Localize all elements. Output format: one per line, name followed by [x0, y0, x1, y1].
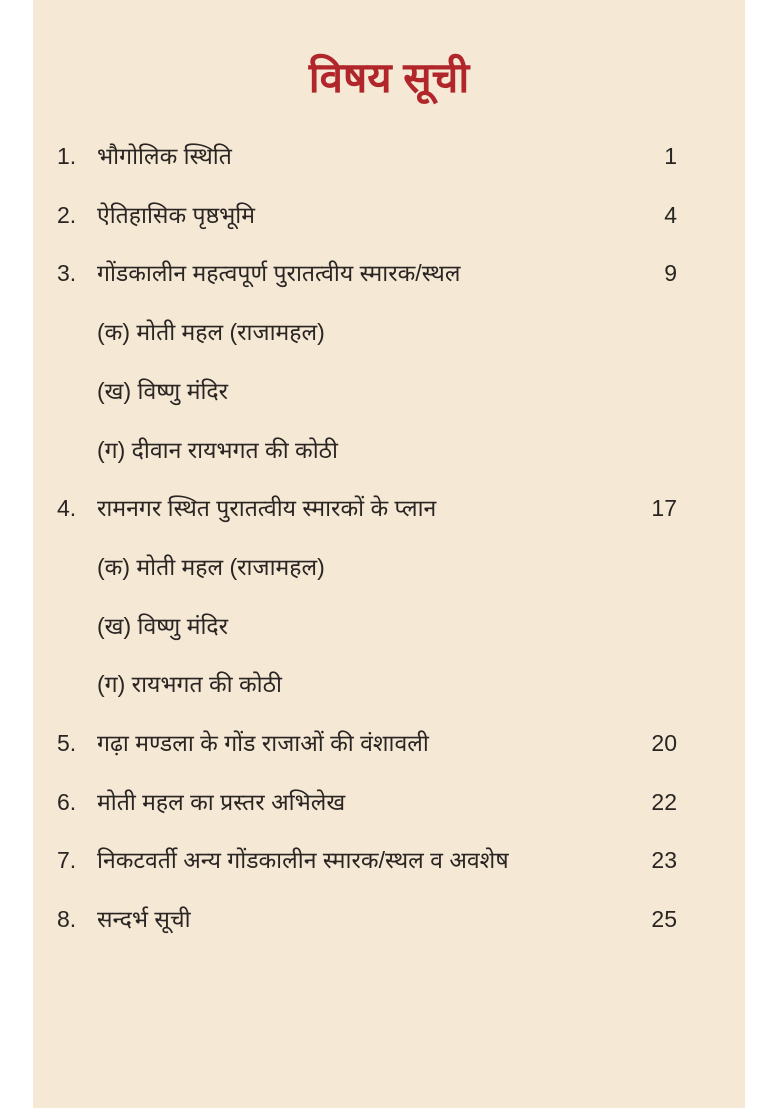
entry-page-number: 25 — [651, 906, 677, 933]
toc-entry[interactable] — [33, 195, 745, 235]
toc-entry[interactable] — [33, 782, 745, 822]
entry-page-number: 17 — [651, 495, 677, 522]
entry-page-number: 22 — [651, 788, 677, 815]
entry-label: ऐतिहासिक पृष्ठभूमि — [97, 201, 256, 228]
entry-label: (ग) दीवान रायभगत की कोठी — [97, 436, 339, 463]
entry-label: गढ़ा मण्डला के गोंड राजाओं की वंशावली — [97, 730, 429, 756]
entry-label: (ख) विष्णु मंदिर — [97, 612, 229, 639]
entry-page-number: 1 — [664, 143, 677, 169]
entry-page-number: 20 — [651, 730, 677, 756]
entry-label: गोंडकालीन महत्वपूर्ण पुरातत्वीय स्मारक/स्थल — [97, 260, 461, 287]
document-page — [33, 0, 745, 1108]
entry-label: (क) मोती महल (राजामहल) — [97, 319, 325, 346]
toc-subentry[interactable] — [33, 312, 745, 352]
entry-number: 6. — [57, 788, 77, 815]
toc-subentry[interactable] — [33, 664, 745, 704]
toc-entry[interactable] — [33, 723, 745, 763]
toc-subentry[interactable] — [33, 371, 745, 411]
entry-label: सन्दर्भ सूची — [97, 906, 191, 933]
entry-label: भौगोलिक स्थिति — [97, 143, 232, 169]
entry-page-number: 4 — [664, 201, 677, 228]
entry-number: 7. — [57, 847, 77, 874]
entry-label: रामनगर स्थित पुरातत्वीय स्मारकों के प्लान — [97, 495, 437, 522]
entry-label: (क) मोती महल (राजामहल) — [97, 553, 325, 580]
toc-entry[interactable] — [33, 899, 745, 939]
toc-entry[interactable] — [33, 253, 745, 293]
entry-label: निकटवर्ती अन्य गोंडकालीन स्मारक/स्थल व अवशेष — [97, 847, 509, 874]
entry-number: 3. — [57, 260, 77, 287]
entry-number: 8. — [57, 906, 77, 933]
entry-page-number: 9 — [664, 260, 677, 287]
toc-entry[interactable] — [33, 136, 745, 176]
toc-subentry[interactable] — [33, 430, 745, 470]
entry-number: 4. — [57, 495, 77, 522]
entry-page-number: 23 — [651, 847, 677, 874]
toc-entry[interactable] — [33, 488, 745, 528]
entry-label: मोती महल का प्रस्तर अभिलेख — [97, 788, 346, 815]
toc-subentry[interactable] — [33, 606, 745, 646]
entry-label: (ख) विष्णु मंदिर — [97, 377, 229, 404]
toc-entry[interactable] — [33, 840, 745, 880]
entry-number: 5. — [57, 730, 77, 756]
entry-number: 1. — [57, 143, 77, 169]
entry-number: 2. — [57, 201, 77, 228]
page-title: विषय सूची — [308, 54, 470, 101]
toc-subentry[interactable] — [33, 547, 745, 587]
entry-label: (ग) रायभगत की कोठी — [97, 671, 282, 698]
